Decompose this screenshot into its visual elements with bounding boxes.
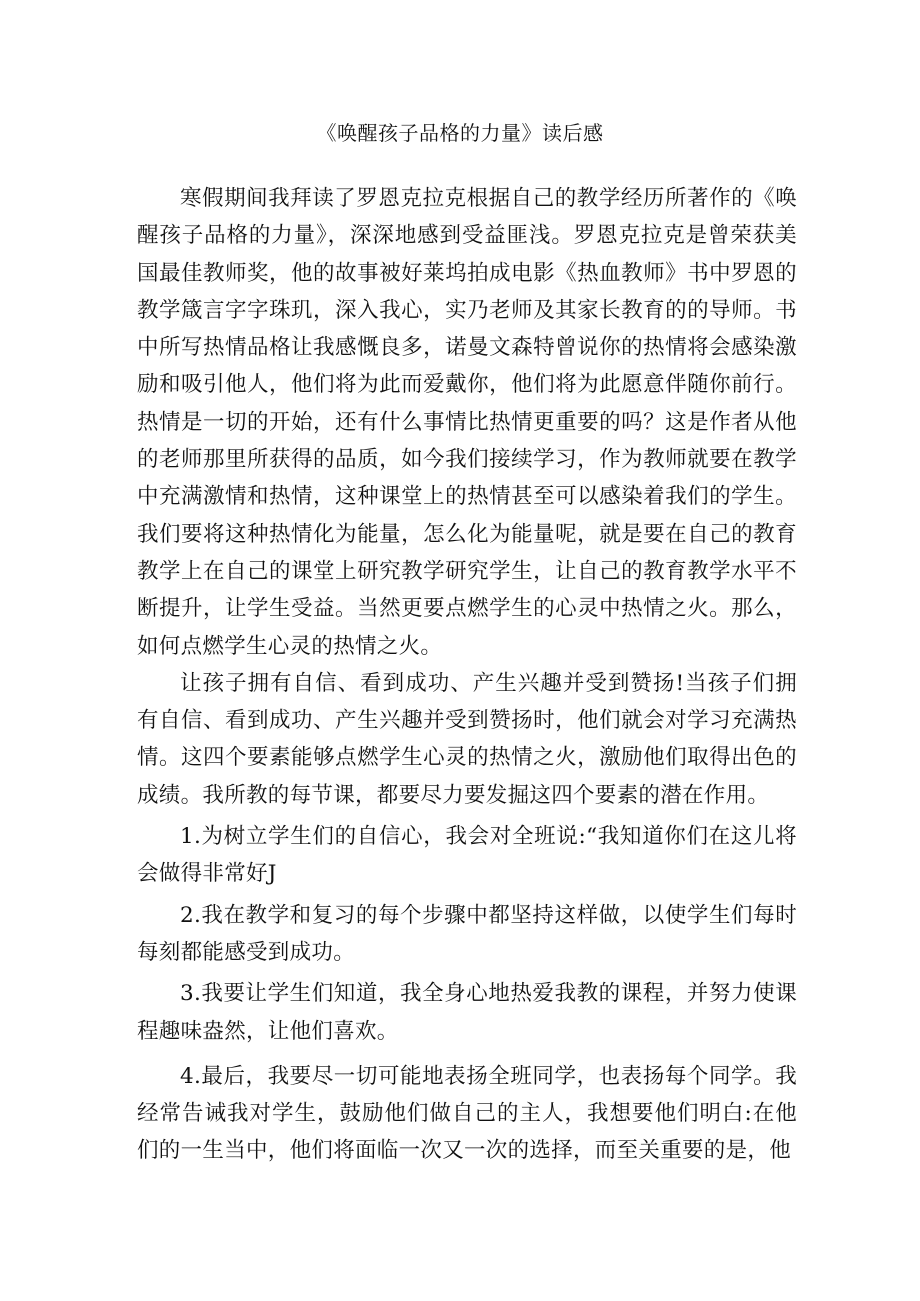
- list-item-4: 4.最后，我要尽一切可能地表扬全班同学，也表扬每个同学。我经常告诫我对学生，鼓励他们做自己的主人，我想要他们明白:在他们的一生当中，他们将面临一次又一次的选择，而至关重要的是，他: [137, 1063, 797, 1164]
- list-item-3: 3.我要让学生们知道，我全身心地热爱我教的课程，并努力使课程趣味盎然，让他们喜欢。: [137, 981, 797, 1044]
- list-item-1: 1.为树立学生们的自信心，我会对全班说:“我知道你们在这儿将会做得非常好J: [137, 824, 797, 887]
- list-item-2: 2.我在教学和复习的每个步骤中都坚持这样做，以使学生们每时每刻都能感受到成功。: [137, 902, 797, 965]
- document-title: 《唤醒孩子品格的力量》读后感: [316, 121, 604, 145]
- paragraph-four-elements: 让孩子拥有自信、看到成功、产生兴趣并受到赞扬!当孩子们拥有自信、看到成功、产生兴趣并受到赞扬时，他们就会对学习充满热情。这四个要素能够点燃学生心灵的热情之火，激励他们取得出色的成绩。我所教的每节课，都要尽力要发掘这四个要素的潜在作用。: [137, 670, 797, 808]
- document-body: [137, 180, 797, 1170]
- paragraph-intro: 寒假期间我拜读了罗恩克拉克根据自己的教学经历所著作的《唤醒孩子品格的力量》，深深地感到受益匪浅。罗恩克拉克是曾荣获美国最佳教师奖，他的故事被好莱坞拍成电影《热血教师》书中罗恩的教学箴言字字珠玑，深入我心，实乃老师及其家长教育的的导师。书中所写热情品格让我感慨良多，诺曼文森特曾说你的热情将会感染激励和吸引他人，他们将为此而爱戴你，他们将为此愿意伴随你前行。热情是一切的开始，还有什么事情比热情更重要的吗？这是作者从他的老师那里所获得的品质，如今我们接续学习，作为教师就要在教学中充满激情和热情，这种课堂上的热情甚至可以感染着我们的学生。我们要将这种热情化为能量，怎么化为能量呢，就是要在自己的教育教学上在自己的课堂上研究教学研究学生，让自己的教育教学水平不断提升，让学生受益。当然更要点燃学生的心灵中热情之火。那么，如何点燃学生心灵的热情之火。: [137, 186, 797, 659]
